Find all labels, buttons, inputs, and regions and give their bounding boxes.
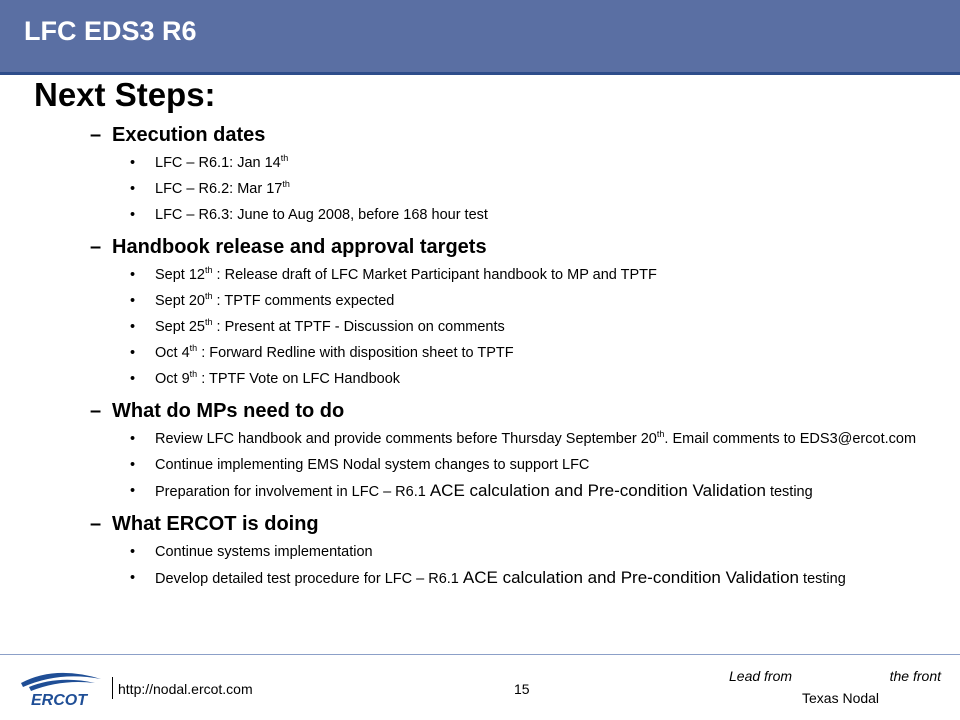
bullet-item (90, 318, 950, 336)
bullet-superscript: th (205, 265, 213, 276)
bullet-item (90, 154, 950, 172)
bullet-text: Develop detailed test procedure for LFC – R6.1 (155, 571, 463, 587)
bullet-text-tail: testing (799, 571, 846, 587)
bullet-text: Continue systems implementation (155, 544, 373, 560)
bullet-superscript: th (189, 343, 198, 354)
bullet-dot-icon: • (130, 207, 136, 223)
bullet-text: Continue implementing EMS Nodal system changes to support LFC (155, 457, 590, 473)
section-heading (90, 232, 950, 262)
bullet-text: Preparation for involvement in LFC – R6.1 (155, 484, 430, 500)
section-heading-text: What do MPs need to do (112, 400, 345, 422)
footer-rule (0, 654, 960, 655)
slogan-part-2: the front (889, 668, 941, 684)
slide-title: Next Steps: (34, 76, 216, 113)
header-rule (0, 72, 960, 75)
footer-url[interactable]: http://nodal.ercot.com (118, 681, 253, 697)
section-heading (90, 120, 950, 150)
bullet-item (90, 370, 950, 388)
bullet-dot-icon: • (130, 267, 136, 283)
header-bar (0, 0, 960, 72)
bullet-dot-icon: • (130, 371, 136, 387)
section-heading-text: Handbook release and approval targets (112, 236, 487, 258)
bullet-text-continued: . Email comments to EDS3@ercot.com (664, 431, 917, 447)
bullet-item (90, 180, 950, 198)
bullet-item (90, 482, 950, 501)
bullet-dot-icon: • (130, 155, 136, 171)
slogan-part-1: Lead from (729, 668, 793, 684)
dash-marker: – (90, 400, 102, 422)
bullet-superscript: th (656, 429, 665, 440)
footer-slogan (729, 668, 941, 684)
bullet-superscript: th (205, 317, 213, 328)
dash-marker: – (90, 513, 102, 535)
section-heading (90, 396, 950, 426)
bullet-text: LFC – R6.3: June to Aug 2008, before 168 hour test (155, 207, 488, 223)
bullet-text-continued: : Present at TPTF - Discussion on comments (212, 319, 505, 335)
bullet-text: Review LFC handbook and provide comments before Thursday September 20 (155, 431, 657, 447)
bullet-superscript: th (205, 291, 213, 302)
bullet-dot-icon: • (130, 457, 136, 473)
bullet-dot-icon: • (130, 483, 136, 499)
bullet-text: Sept 20 (155, 293, 205, 309)
bullet-text-continued: : TPTF comments expected (212, 293, 395, 309)
bullet-text: Oct 9 (155, 371, 190, 387)
footer-divider (112, 677, 113, 699)
page-number: 15 (514, 681, 530, 697)
bullet-item (90, 206, 950, 224)
bullet-text: LFC – R6.2: Mar 17 (155, 181, 283, 197)
bullet-superscript: th (189, 369, 198, 380)
bullet-item (90, 543, 950, 561)
bullet-dot-icon: • (130, 293, 136, 309)
header-title: LFC EDS3 R6 (24, 16, 197, 46)
slide-content (90, 118, 950, 596)
bullet-text-continued: : Forward Redline with disposition sheet to TPTF (197, 345, 514, 361)
bullet-item (90, 430, 950, 448)
bullet-text: Sept 25 (155, 319, 205, 335)
bullet-item (90, 292, 950, 310)
section-heading-text: Execution dates (112, 124, 266, 146)
ercot-logo (15, 667, 107, 707)
bullet-superscript: th (282, 179, 290, 190)
dash-marker: – (90, 236, 102, 258)
bullet-dot-icon: • (130, 431, 136, 447)
bullet-item (90, 344, 950, 362)
logo-text: ERCOT (31, 692, 87, 707)
bullet-item (90, 569, 950, 588)
footer-org: Texas Nodal (802, 690, 880, 706)
bullet-item (90, 456, 950, 474)
bullet-dot-icon: • (130, 544, 136, 560)
bullet-text: Oct 4 (155, 345, 190, 361)
bullet-dot-icon: • (130, 570, 136, 586)
bullet-item (90, 266, 950, 284)
section-heading (90, 509, 950, 539)
bullet-text-large: ACE calculation and Pre-condition Validation (429, 481, 766, 500)
bullet-dot-icon: • (130, 345, 136, 361)
bullet-dot-icon: • (130, 181, 136, 197)
bullet-text: LFC – R6.1: Jan 14 (155, 155, 281, 171)
bullet-text-continued: : TPTF Vote on LFC Handbook (197, 371, 401, 387)
bullet-text-large: ACE calculation and Pre-condition Validation (462, 568, 800, 587)
bullet-text: Sept 12 (155, 267, 205, 283)
bullet-text-continued: : Release draft of LFC Market Participant handbook to MP and TPTF (212, 267, 657, 283)
bullet-dot-icon: • (130, 319, 136, 335)
bullet-superscript: th (280, 153, 289, 164)
section-heading-text: What ERCOT is doing (112, 513, 319, 535)
bullet-text-tail: testing (765, 484, 813, 500)
dash-marker: – (90, 124, 102, 146)
